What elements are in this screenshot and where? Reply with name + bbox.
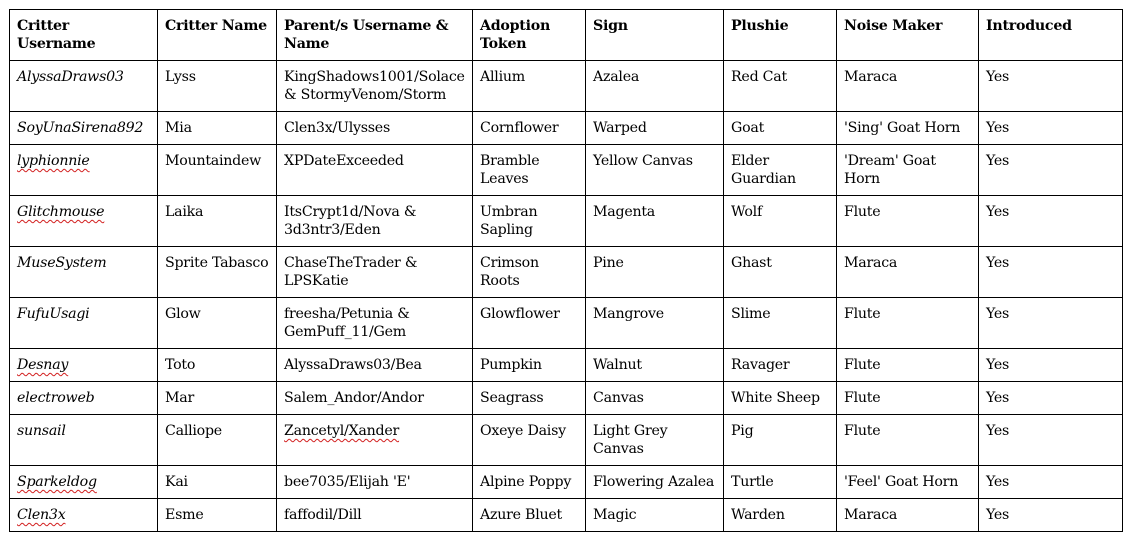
cell-sign: Magenta — [586, 196, 724, 247]
cell-plushie: Warden — [724, 499, 837, 532]
cell-sign: Canvas — [586, 382, 724, 415]
cell-noise-maker: Flute — [837, 196, 979, 247]
cell-introduced: Yes — [979, 247, 1123, 298]
cell-parent: Salem_Andor/Andor — [277, 382, 473, 415]
cell-parent: ItsCrypt1d/Nova & 3d3ntr3/Eden — [277, 196, 473, 247]
header-sign: Sign — [586, 10, 724, 61]
cell-critter-name: Laika — [158, 196, 277, 247]
header-plushie: Plushie — [724, 10, 837, 61]
cell-plushie: Wolf — [724, 196, 837, 247]
cell-username-text: Glitchmouse — [17, 204, 105, 220]
cell-parent: XPDateExceeded — [277, 145, 473, 196]
cell-sign: Warped — [586, 112, 724, 145]
cell-sign: Flowering Azalea — [586, 466, 724, 499]
cell-introduced: Yes — [979, 145, 1123, 196]
table-row — [10, 382, 1123, 415]
cell-noise-maker: 'Dream' Goat Horn — [837, 145, 979, 196]
cell-introduced: Yes — [979, 298, 1123, 349]
cell-parent: AlyssaDraws03/Bea — [277, 349, 473, 382]
cell-parent: KingShadows1001/Solace & StormyVenom/Storm — [277, 61, 473, 112]
cell-token: Seagrass — [473, 382, 586, 415]
cell-plushie: Red Cat — [724, 61, 837, 112]
cell-token: Glowflower — [473, 298, 586, 349]
cell-token: Oxeye Daisy — [473, 415, 586, 466]
cell-critter-name: Mia — [158, 112, 277, 145]
header-parent: Parent/s Username & Name — [277, 10, 473, 61]
cell-parent: ChaseTheTrader & LPSKatie — [277, 247, 473, 298]
cell-sign: Azalea — [586, 61, 724, 112]
cell-username — [10, 349, 158, 382]
cell-noise-maker: Maraca — [837, 61, 979, 112]
header-row — [10, 10, 1123, 61]
cell-parent-text: Zancetyl/Xander — [284, 423, 400, 439]
cell-username: SoyUnaSirena892 — [10, 112, 158, 145]
cell-critter-name: Kai — [158, 466, 277, 499]
cell-token: Bramble Leaves — [473, 145, 586, 196]
cell-introduced: Yes — [979, 112, 1123, 145]
cell-username — [10, 145, 158, 196]
cell-critter-name: Lyss — [158, 61, 277, 112]
table-row — [10, 466, 1123, 499]
table-row — [10, 349, 1123, 382]
cell-parent: freesha/Petunia & GemPuff_11/Gem — [277, 298, 473, 349]
cell-username: FufuUsagi — [10, 298, 158, 349]
cell-introduced: Yes — [979, 499, 1123, 532]
document-page — [9, 9, 1123, 532]
table-row — [10, 298, 1123, 349]
cell-username: electroweb — [10, 382, 158, 415]
cell-plushie: Elder Guardian — [724, 145, 837, 196]
cell-plushie: Pig — [724, 415, 837, 466]
cell-noise-maker: Maraca — [837, 247, 979, 298]
cell-noise-maker: Flute — [837, 415, 979, 466]
table-row — [10, 61, 1123, 112]
cell-username — [10, 466, 158, 499]
cell-plushie: Slime — [724, 298, 837, 349]
cell-token: Umbran Sapling — [473, 196, 586, 247]
cell-sign: Magic — [586, 499, 724, 532]
cell-token: Cornflower — [473, 112, 586, 145]
cell-username: AlyssaDraws03 — [10, 61, 158, 112]
cell-introduced: Yes — [979, 61, 1123, 112]
cell-introduced: Yes — [979, 349, 1123, 382]
cell-introduced: Yes — [979, 466, 1123, 499]
cell-token: Allium — [473, 61, 586, 112]
cell-sign: Mangrove — [586, 298, 724, 349]
cell-plushie: White Sheep — [724, 382, 837, 415]
cell-plushie: Turtle — [724, 466, 837, 499]
header-introduced: Introduced — [979, 10, 1123, 61]
cell-critter-name: Esme — [158, 499, 277, 532]
cell-token: Crimson Roots — [473, 247, 586, 298]
table-row — [10, 415, 1123, 466]
header-adoption-token: Adoption Token — [473, 10, 586, 61]
cell-username-text: Desnay — [17, 357, 69, 373]
cell-token: Alpine Poppy — [473, 466, 586, 499]
cell-critter-name: Glow — [158, 298, 277, 349]
critter-table — [9, 9, 1123, 532]
cell-parent — [277, 415, 473, 466]
table-row — [10, 196, 1123, 247]
table-row — [10, 145, 1123, 196]
cell-introduced: Yes — [979, 415, 1123, 466]
cell-parent: Clen3x/Ulysses — [277, 112, 473, 145]
cell-username — [10, 499, 158, 532]
cell-parent: faffodil/Dill — [277, 499, 473, 532]
cell-sign: Walnut — [586, 349, 724, 382]
cell-token: Pumpkin — [473, 349, 586, 382]
cell-sign: Light Grey Canvas — [586, 415, 724, 466]
cell-plushie: Goat — [724, 112, 837, 145]
cell-noise-maker: 'Sing' Goat Horn — [837, 112, 979, 145]
cell-plushie: Ravager — [724, 349, 837, 382]
cell-username — [10, 196, 158, 247]
cell-noise-maker: Maraca — [837, 499, 979, 532]
cell-parent: bee7035/Elijah 'E' — [277, 466, 473, 499]
cell-noise-maker: Flute — [837, 382, 979, 415]
cell-critter-name: Calliope — [158, 415, 277, 466]
header-noise-maker: Noise Maker — [837, 10, 979, 61]
cell-token: Azure Bluet — [473, 499, 586, 532]
cell-critter-name: Sprite Tabasco — [158, 247, 277, 298]
header-critter-username: Critter Username — [10, 10, 158, 61]
cell-introduced: Yes — [979, 382, 1123, 415]
cell-noise-maker: Flute — [837, 349, 979, 382]
cell-username-text: lyphionnie — [17, 153, 90, 169]
cell-sign: Yellow Canvas — [586, 145, 724, 196]
cell-critter-name: Mar — [158, 382, 277, 415]
cell-introduced: Yes — [979, 196, 1123, 247]
header-critter-name: Critter Name — [158, 10, 277, 61]
cell-username-text: Clen3x — [17, 507, 66, 523]
table-row — [10, 112, 1123, 145]
cell-sign: Pine — [586, 247, 724, 298]
cell-username: sunsail — [10, 415, 158, 466]
table-row — [10, 247, 1123, 298]
cell-noise-maker: Flute — [837, 298, 979, 349]
cell-noise-maker: 'Feel' Goat Horn — [837, 466, 979, 499]
cell-critter-name: Mountaindew — [158, 145, 277, 196]
cell-username: MuseSystem — [10, 247, 158, 298]
cell-username-text: Sparkeldog — [17, 474, 97, 490]
cell-critter-name: Toto — [158, 349, 277, 382]
table-row — [10, 499, 1123, 532]
cell-plushie: Ghast — [724, 247, 837, 298]
